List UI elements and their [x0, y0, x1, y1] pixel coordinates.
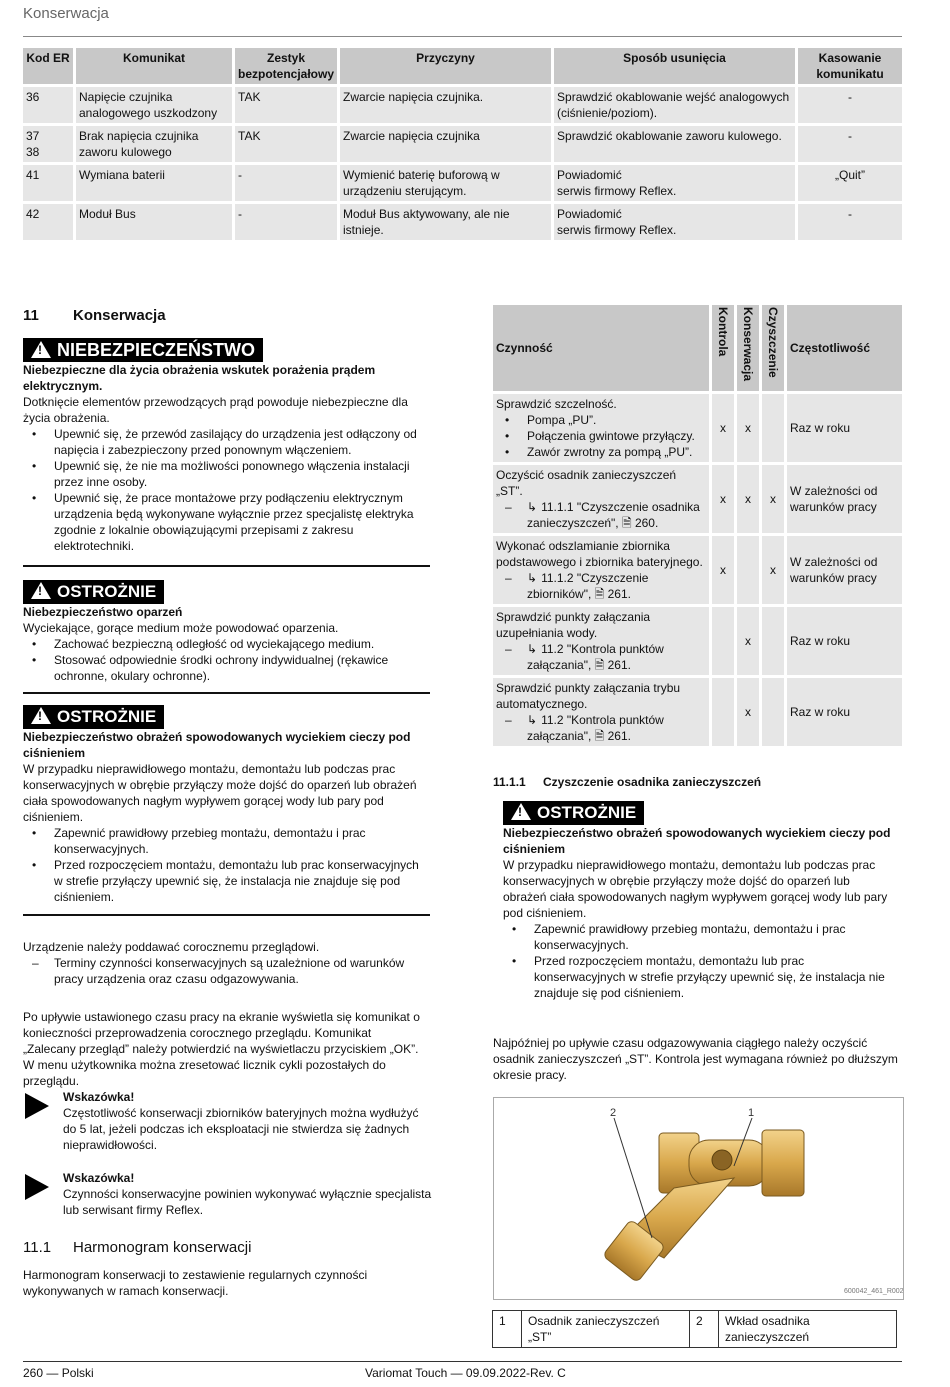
legend-text: Wkład osadnika zanieczyszczeń [719, 1311, 897, 1348]
cell-control [712, 607, 734, 675]
cell-contact: TAK [235, 126, 337, 162]
hint-block [63, 1089, 433, 1153]
activity-title: Sprawdzić punkty załączania uzupełniania wody. [496, 610, 651, 640]
footer-divider [23, 1361, 902, 1362]
cell-activity [493, 536, 709, 604]
cell-activity [493, 465, 709, 533]
warning-triangle-icon [511, 803, 531, 820]
warning-title: Niebezpieczeństwo obrażeń spowodowanych wyciekiem cieczy pod ciśnieniem [503, 826, 891, 856]
col-header-message: Komunikat [76, 48, 232, 84]
activity-title: Oczyścić osadnik zanieczyszczeń „ST”. [496, 468, 677, 498]
hint-block [63, 1170, 433, 1218]
danger-badge: !NIEBEZPIECZEŃSTWO [23, 338, 263, 362]
section-11-heading [23, 308, 166, 324]
cell-code: 37 38 [23, 126, 73, 162]
dash-list [23, 955, 433, 987]
col-header-maintenance: Konserwacja [737, 305, 759, 391]
cell-reset: - [798, 87, 902, 123]
cell-code: 41 [23, 165, 73, 201]
col-header-control: Kontrola [712, 305, 734, 391]
cell-message: Moduł Bus [76, 204, 232, 240]
cell-code: 42 [23, 204, 73, 240]
cell-reset: - [798, 126, 902, 162]
strainer-figure [493, 1097, 904, 1300]
section-title: Czyszczenie osadnika zanieczyszczeń [543, 775, 762, 789]
col-header-reset: Kasowanie komunikatu [798, 48, 902, 84]
cell-cleaning: x [762, 465, 784, 533]
reference-arrow-icon [527, 642, 541, 656]
table-row [493, 465, 902, 533]
table-row [493, 607, 902, 675]
cell-frequency: Raz w roku [787, 678, 902, 746]
activity-reference [496, 712, 706, 744]
reference-arrow-icon [527, 571, 541, 585]
figure-label-2: 2 [610, 1107, 617, 1119]
dash-item: – Terminy czynności konserwacyjnych są uzależnione od warunków pracy urządzenia oraz czasu odgazowywania. [23, 955, 433, 987]
cell-cleaning [762, 607, 784, 675]
cell-frequency: Raz w roku [787, 394, 902, 462]
bullet-item: • Zapewnić prawidłowy przebieg montażu, demontażu i prac konserwacyjnych. [23, 825, 428, 857]
cell-control [712, 678, 734, 746]
warning-divider [23, 914, 430, 916]
bullet-item: • Pompa „PU”. [496, 412, 706, 428]
cell-cause: Wymienić baterię buforową w urządzeniu sterującym. [340, 165, 551, 201]
cell-control: x [712, 536, 734, 604]
caution-strainer-block [503, 801, 893, 1001]
table-row [493, 536, 902, 604]
bullet-item: • Połączenia gwintowe przyłączy. [496, 428, 706, 444]
section-11-1-1-heading [493, 774, 761, 790]
bullet-item: • Stosować odpowiednie środki ochrony indywidualnej (rękawice ochronne, okulary ochronne). [23, 652, 428, 684]
activity-title: Sprawdzić szczelność. [496, 397, 617, 411]
cell-fix: Sprawdzić okablowanie zaworu kulowego. [554, 126, 795, 162]
activity-reference [496, 641, 706, 673]
caution-pressure-block [23, 705, 428, 905]
warning-divider [23, 692, 430, 694]
caution-badge: !OSTROŻNIE [23, 705, 164, 729]
caution-burns-block [23, 580, 428, 684]
error-code-table [20, 45, 905, 243]
cell-message: Napięcie czujnika analogowego uszkodzony [76, 87, 232, 123]
bullet-item: • Zawór zwrotny za pompą „PU”. [496, 444, 706, 460]
col-header-cleaning: Czyszczenie [762, 305, 784, 391]
table-row [23, 165, 902, 201]
caution-badge: !OSTROŻNIE [23, 580, 164, 604]
reference-link[interactable]: 11.1.2 "Czyszczenie zbiorników", 🗎 261. [527, 571, 649, 601]
figure-code: 600042_461_R002 [844, 1288, 903, 1295]
cell-activity [493, 607, 709, 675]
warning-title: Niebezpieczeństwo oparzeń [23, 605, 183, 619]
cell-frequency: W zależności od warunków pracy [787, 465, 902, 533]
hint-arrow-icon [25, 1174, 49, 1200]
cell-activity [493, 678, 709, 746]
section-title: Konserwacja [73, 307, 166, 324]
cell-maintenance: x [737, 394, 759, 462]
warning-text: W przypadku nieprawidłowego montażu, demontażu lub podczas prac konserwacyjnych w obrębie przyłączy może dojść do oparzeń lub obrażeń ciała spowodowanych nagłym wypływem gorącej wody lub pary pod ciśnieniem. [503, 858, 888, 920]
section-number: 11 [23, 307, 39, 324]
reminder-paragraph: Po upływie ustawionego czasu pracy na ekranie wyświetla się komunikat o konieczności przeprowadzenia corocznego przeglądu. Komunikat „Zalecany przegląd” należy potwierdzić na wyświetlaczu przyciskiem „OK”. W menu użytkownika można zresetować licznik cykli pozostałych do przeglądu. [23, 1010, 420, 1088]
cell-fix: Powiadomić serwis firmowy Reflex. [554, 165, 795, 201]
cell-reset: - [798, 204, 902, 240]
col-header-frequency: Częstotliwość [787, 305, 902, 391]
cell-contact: TAK [235, 87, 337, 123]
warning-divider [23, 565, 430, 567]
inspection-paragraph [23, 939, 433, 987]
bullet-item: • Zapewnić prawidłowy przebieg montażu, demontażu i prac konserwacyjnych. [503, 921, 893, 953]
footer-doc: Variomat Touch — 09.09.2022-Rev. C [365, 1366, 566, 1380]
warning-title: Niebezpieczeństwo obrażeń spowodowanych wyciekiem cieczy pod ciśnieniem [23, 730, 411, 760]
col-header-activity: Czynność [493, 305, 709, 391]
cell-contact: - [235, 204, 337, 240]
legend-text: Osadnik zanieczyszczeń „ST” [522, 1311, 690, 1348]
warning-bullets [23, 636, 428, 684]
reference-link[interactable]: 11.1.1 "Czyszczenie osadnika zanieczyszczeń", 🗎 260. [527, 500, 700, 530]
bullet-item: • Upewnić się, że prace montażowe przy podłączeniu elektrycznym urządzenia będą wykonywane wyłącznie przez specjalistę elektryka zgodnie z lokalnie obowiązującymi przepisami z zakresu elektrotechniki. [23, 490, 428, 554]
cell-cause: Moduł Bus aktywowany, ale nie istnieje. [340, 204, 551, 240]
activity-reference [496, 499, 706, 531]
bullet-item: • Przed rozpoczęciem montażu, demontażu lub prac konserwacyjnych w strefie przyłączy upewnić się, że instalacja nie znajduje się pod ciśnieniem. [503, 953, 893, 1001]
strainer-paragraph: Najpóźniej po upływie czasu odgazowywania ciągłego należy oczyścić osadnik zanieczyszczeń „ST”. Kontrola jest wymagana również po dłuższym okresie pracy. [493, 1036, 898, 1082]
reference-arrow-icon [527, 713, 541, 727]
cell-maintenance: x [737, 465, 759, 533]
warning-bullets [23, 825, 428, 905]
table-row [23, 87, 902, 123]
warning-triangle-icon [31, 341, 51, 358]
section-number: 11.1 [23, 1239, 52, 1256]
cell-reset: „Quit” [798, 165, 902, 201]
activity-title: Sprawdzić punkty załączania trybu automatycznego. [496, 681, 681, 711]
header-divider [23, 36, 902, 37]
warning-text: Wyciekające, gorące medium może powodować oparzenia. [23, 621, 339, 635]
hint-text: Częstotliwość konserwacji zbiorników bateryjnych można wydłużyć do 5 lat, jeżeli podczas ich eksploatacji nie stwierdza się żadnych nieprawidłowości. [63, 1106, 419, 1152]
col-header-code: Kod ER [23, 48, 73, 84]
reference-arrow-icon [527, 500, 541, 514]
cell-message: Brak napięcia czujnika zaworu kulowego [76, 126, 232, 162]
maintenance-schedule-table [490, 302, 905, 749]
legend-number: 1 [493, 1311, 522, 1348]
cell-message: Wymiana baterii [76, 165, 232, 201]
cell-maintenance: x [737, 678, 759, 746]
bullet-item: • Przed rozpoczęciem montażu, demontażu lub prac konserwacyjnych w strefie przyłączy upewnić się, że instalacja nie znajduje się pod ciśnieniem. [23, 857, 428, 905]
cell-cause: Zwarcie napięcia czujnika. [340, 87, 551, 123]
caution-badge: !OSTROŻNIE [503, 801, 644, 825]
cell-code: 36 [23, 87, 73, 123]
activity-title: Wykonać odszlamianie zbiornika podstawowego i zbiornika bateryjnego. [496, 539, 703, 569]
cell-contact: - [235, 165, 337, 201]
hint-text: Czynności konserwacyjne powinien wykonywać wyłącznie specjalista lub serwisant firmy Reflex. [63, 1187, 432, 1217]
section-number: 11.1.1 [493, 775, 526, 789]
table-row [23, 204, 902, 240]
section-11-1-heading [23, 1240, 251, 1256]
warning-title: Niebezpieczne dla życia obrażenia wskutek porażenia prądem elektrycznym. [23, 363, 376, 393]
cell-frequency: Raz w roku [787, 607, 902, 675]
footer-page: 260 — Polski [23, 1366, 94, 1380]
hint-title: Wskazówka! [63, 1171, 135, 1185]
paragraph-text: Urządzenie należy poddawać corocznemu przeglądowi. [23, 940, 320, 954]
danger-warning-block [23, 338, 428, 554]
cell-frequency: W zależności od warunków pracy [787, 536, 902, 604]
cell-activity [493, 394, 709, 462]
col-header-contact: Zestyk bezpotencjałowy [235, 48, 337, 84]
bullet-item: • Upewnić się, że przewód zasilający do urządzenia jest odłączony od napięcia i zabezpieczony przed ponownym włączeniem. [23, 426, 428, 458]
cell-cleaning [762, 678, 784, 746]
cell-maintenance: x [737, 607, 759, 675]
legend-number: 2 [690, 1311, 719, 1348]
table-row [23, 126, 902, 162]
col-header-fix: Sposób usunięcia [554, 48, 795, 84]
schedule-intro: Harmonogram konserwacji to zestawienie regularnych czynności wykonywanych w ramach konserwacji. [23, 1268, 368, 1298]
cell-control: x [712, 394, 734, 462]
section-title: Harmonogram konserwacji [73, 1239, 252, 1256]
cell-cause: Zwarcie napięcia czujnika [340, 126, 551, 162]
bullet-item: • Upewnić się, że nie ma możliwości ponownego włączenia instalacji przez inne osoby. [23, 458, 428, 490]
warning-triangle-icon [31, 707, 51, 724]
table-row [493, 394, 902, 462]
warning-bullets [23, 426, 428, 554]
cell-cleaning [762, 394, 784, 462]
warning-triangle-icon [31, 582, 51, 599]
warning-bullets [503, 921, 893, 1001]
hint-arrow-icon [25, 1093, 49, 1119]
col-header-causes: Przyczyny [340, 48, 551, 84]
table-row [493, 678, 902, 746]
figure-label-1: 1 [748, 1107, 755, 1119]
warning-text: W przypadku nieprawidłowego montażu, demontażu lub podczas prac konserwacyjnych w obrębie przyłączy może dojść do oparzeń lub obrażeń ciała spowodowanych nagłym wypływem gorącej wody lub pary pod ciśnieniem. [23, 762, 417, 824]
activity-reference [496, 570, 706, 602]
activity-bullets [496, 412, 706, 460]
page-header: Konserwacja [23, 5, 109, 22]
cell-maintenance [737, 536, 759, 604]
bullet-item: • Zachować bezpieczną odległość od wyciekającego medium. [23, 636, 428, 652]
strainer-drawing [494, 1098, 903, 1299]
cell-fix: Sprawdzić okablowanie wejść analogowych (ciśnienie/poziom). [554, 87, 795, 123]
warning-text: Dotknięcie elementów przewodzących prąd powoduje niebezpieczne dla życia obrażenia. [23, 395, 408, 425]
hint-title: Wskazówka! [63, 1090, 135, 1104]
figure-legend [492, 1310, 897, 1348]
cell-fix: Powiadomić serwis firmowy Reflex. [554, 204, 795, 240]
cell-control: x [712, 465, 734, 533]
cell-cleaning: x [762, 536, 784, 604]
reference-link[interactable]: 11.2 "Kontrola punktów załączania", 🗎 261. [527, 713, 664, 743]
reference-link[interactable]: 11.2 "Kontrola punktów załączania", 🗎 261. [527, 642, 664, 672]
